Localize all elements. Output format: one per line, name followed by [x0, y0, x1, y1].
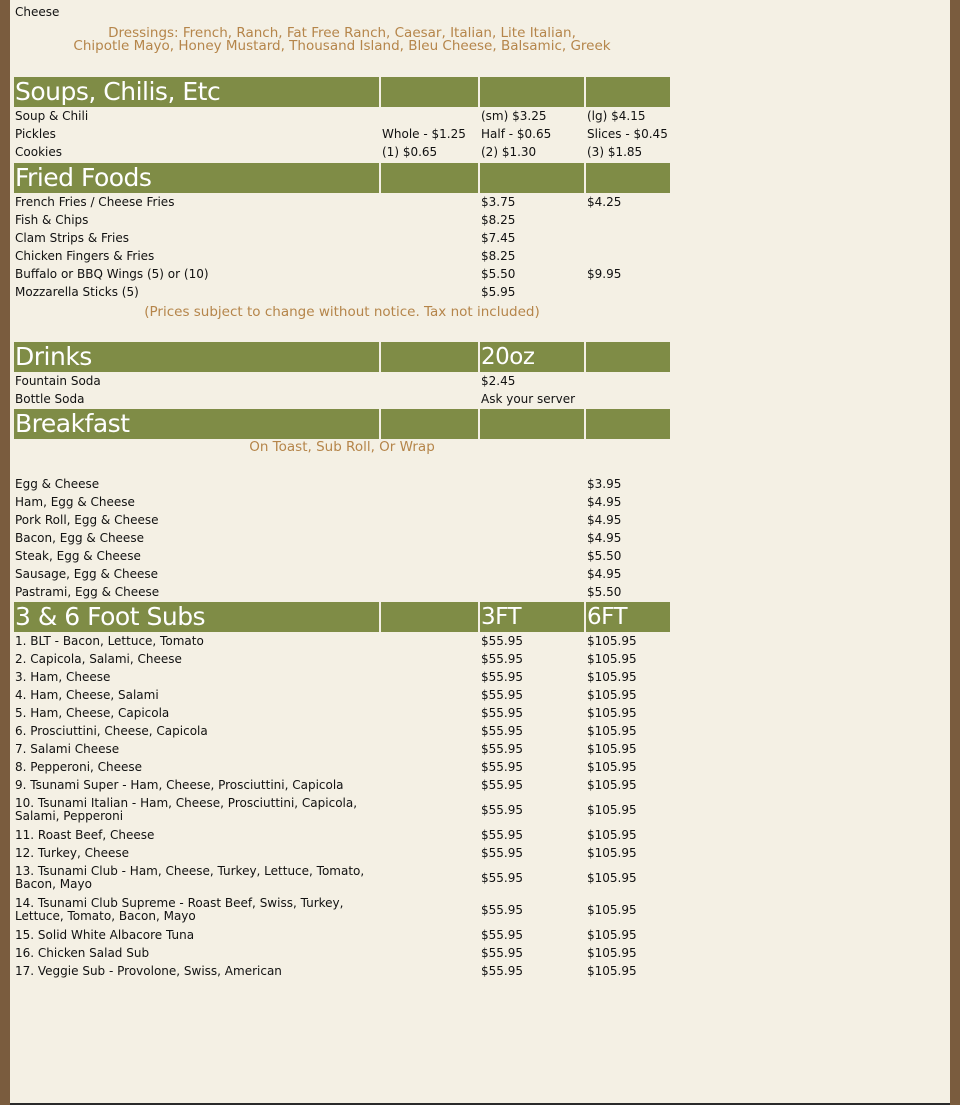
menu-item-price: Half - $0.65: [481, 126, 552, 141]
menu-item-name: Pork Roll, Egg & Cheese: [15, 512, 159, 527]
menu-item-price: $105.95: [587, 759, 637, 774]
menu-item-row: [14, 265, 670, 283]
menu-item-name: French Fries / Cheese Fries: [15, 194, 175, 209]
menu-item-row: [14, 826, 670, 844]
menu-item-row: [14, 247, 670, 265]
menu-item-price: $105.95: [587, 927, 637, 942]
menu-item-name: Mozzarella Sticks (5): [15, 284, 139, 299]
menu-table: [12, 0, 672, 980]
menu-item-row: [14, 794, 670, 826]
menu-item-price: $2.45: [481, 373, 516, 388]
menu-item-name: Clam Strips & Fries: [15, 230, 129, 245]
menu-item-row: [14, 668, 670, 686]
menu-item-row: [14, 944, 670, 962]
menu-item-name: 3. Ham, Cheese: [15, 669, 111, 684]
menu-item-price: $105.95: [587, 945, 637, 960]
menu-item-name: 2. Capicola, Salami, Cheese: [15, 651, 182, 666]
menu-item-price: $3.75: [481, 194, 516, 209]
breakfast-note: On Toast, Sub Roll, Or Wrap: [249, 439, 435, 454]
section-header-fried: [14, 163, 670, 193]
menu-item-name: Cheese: [15, 5, 60, 18]
menu-item-name: 8. Pepperoni, Cheese: [15, 759, 143, 774]
menu-item-price: $55.95: [481, 802, 523, 817]
section-title: Soups, Chilis, Etc: [14, 77, 379, 107]
menu-item-name: 7. Salami Cheese: [15, 741, 120, 756]
menu-item-price: $55.95: [481, 963, 523, 978]
menu-item-price: $55.95: [481, 777, 523, 792]
menu-item-price: $55.95: [481, 741, 523, 756]
menu-item-row: [14, 372, 670, 390]
dressings-note-line-1: Dressings: French, Ranch, Fat Free Ranch, Caesar, Italian, Lite Italian,: [108, 25, 576, 41]
menu-item-price: $3.95: [587, 476, 622, 491]
menu-item-row: [14, 565, 670, 583]
menu-item-price: [586, 211, 670, 229]
menu-item-price: $7.45: [481, 230, 516, 245]
menu-item-row: [14, 776, 670, 794]
menu-item-price: $4.95: [587, 530, 622, 545]
menu-item-price: $4.95: [587, 512, 622, 527]
menu-item-name: Ham, Egg & Cheese: [15, 494, 135, 509]
menu-item-row: [14, 862, 670, 894]
menu-item-row: [14, 125, 670, 143]
menu-item-price: $55.95: [481, 827, 523, 842]
dressings-note: [14, 18, 670, 53]
menu-item-name: 1. BLT - Bacon, Lettuce, Tomato: [15, 633, 204, 648]
menu-item-row: [14, 529, 670, 547]
menu-item-row: [14, 193, 670, 211]
menu-item-row: [14, 583, 670, 601]
menu-item-price: $105.95: [587, 802, 637, 817]
menu-item-row: [14, 722, 670, 740]
menu-item-name: Buffalo or BBQ Wings (5) or (10): [15, 266, 209, 281]
menu-item-price: (lg) $4.15: [587, 108, 646, 123]
menu-item-row: [14, 740, 670, 758]
menu-item-row: [14, 211, 670, 229]
menu-item-price: $5.50: [481, 266, 516, 281]
menu-item-name: 16. Chicken Salad Sub: [15, 945, 150, 960]
section-title: 3 & 6 Foot Subs: [14, 602, 379, 632]
menu-item-price: Slices - $0.45: [587, 126, 668, 141]
menu-item-name: Bottle Soda: [15, 391, 85, 406]
menu-item-price: $8.25: [481, 248, 516, 263]
menu-item-price: $55.95: [481, 870, 523, 885]
menu-item-row: [14, 547, 670, 565]
menu-item-row: [14, 511, 670, 529]
menu-item-row: [14, 962, 670, 980]
menu-item-name: Sausage, Egg & Cheese: [15, 566, 158, 581]
menu-item-price: $55.95: [481, 687, 523, 702]
menu-item-row: [14, 686, 670, 704]
menu-item-price: $105.95: [587, 741, 637, 756]
menu-item-name: Fountain Soda: [15, 373, 101, 388]
menu-item-name: Cookies: [15, 144, 62, 159]
menu-item-row: [14, 650, 670, 668]
menu-item-price: Ask your server: [481, 391, 576, 406]
menu-item-price: $4.25: [587, 194, 622, 209]
menu-item-price: $105.95: [587, 902, 637, 917]
menu-item-name: Chicken Fingers & Fries: [15, 248, 155, 263]
menu-item-name: 6. Prosciuttini, Cheese, Capicola: [15, 723, 208, 738]
menu-item-price: [381, 107, 478, 125]
menu-item-price: $105.95: [587, 845, 637, 860]
menu-item-name: 9. Tsunami Super - Ham, Cheese, Prosciuttini, Capicola: [15, 777, 344, 792]
menu-item-name: 13. Tsunami Club - Ham, Cheese, Turkey, Lettuce, Tomato, Bacon, Mayo: [15, 864, 365, 891]
menu-item-name: 10. Tsunami Italian - Ham, Cheese, Prosciuttini, Capicola, Salami, Pepperoni: [15, 796, 358, 823]
menu-item-price: [586, 247, 670, 265]
menu-item-price: $105.95: [587, 651, 637, 666]
menu-item-name: Pastrami, Egg & Cheese: [15, 584, 160, 599]
menu-item-price: $55.95: [481, 669, 523, 684]
menu-item-name: 12. Turkey, Cheese: [15, 845, 129, 860]
menu-item-price: $105.95: [587, 687, 637, 702]
section-title: Breakfast: [14, 409, 379, 439]
menu-item-price: (sm) $3.25: [481, 108, 547, 123]
menu-item-price: Whole - $1.25: [382, 126, 466, 141]
column-header: 6FT: [586, 602, 670, 632]
menu-item-price: $55.95: [481, 723, 523, 738]
menu-item-price: $55.95: [481, 902, 523, 917]
menu-item-row: [14, 283, 670, 301]
menu-item-price: (3) $1.85: [587, 144, 643, 159]
menu-item-price: (2) $1.30: [481, 144, 537, 159]
menu-item-name: 14. Tsunami Club Supreme - Roast Beef, Swiss, Turkey, Lettuce, Tomato, Bacon, Mayo: [15, 896, 344, 923]
section-header-subs: [14, 602, 670, 632]
menu-item-name: 5. Ham, Cheese, Capicola: [15, 705, 170, 720]
menu-item-row: [14, 143, 670, 161]
section-title: Drinks: [14, 342, 379, 372]
menu-item-price: $55.95: [481, 705, 523, 720]
menu-item-name: Bacon, Egg & Cheese: [15, 530, 144, 545]
menu-item-row: [14, 107, 670, 125]
menu-item-price: $5.50: [587, 584, 622, 599]
menu-item-name: Fish & Chips: [15, 212, 89, 227]
menu-item-name: Pickles: [15, 126, 56, 141]
menu-item-price: $55.95: [481, 945, 523, 960]
section-title: Fried Foods: [14, 163, 379, 193]
menu-item-price: (1) $0.65: [382, 144, 438, 159]
menu-item-price: $55.95: [481, 845, 523, 860]
menu-page: [10, 0, 950, 1105]
menu-item-price: $9.95: [587, 266, 622, 281]
menu-item-price: $105.95: [587, 723, 637, 738]
menu-item-price: $105.95: [587, 963, 637, 978]
menu-item-name: Soup & Chili: [15, 108, 89, 123]
menu-item-price: $55.95: [481, 759, 523, 774]
menu-item-price: $4.95: [587, 494, 622, 509]
menu-item-price: $105.95: [587, 669, 637, 684]
menu-item-row: [14, 704, 670, 722]
menu-item-price: $55.95: [481, 927, 523, 942]
menu-item-row: [14, 632, 670, 650]
menu-item-row: [14, 475, 670, 493]
menu-item-row: [14, 894, 670, 926]
menu-item-name: 15. Solid White Albacore Tuna: [15, 927, 195, 942]
column-header: 3FT: [480, 602, 584, 632]
menu-item-name: Steak, Egg & Cheese: [15, 548, 141, 563]
menu-item-price: $4.95: [587, 566, 622, 581]
menu-item-price: $5.50: [587, 548, 622, 563]
dressings-note-line-2: Chipotle Mayo, Honey Mustard, Thousand Island, Bleu Cheese, Balsamic, Greek: [73, 38, 611, 53]
menu-item-name: Egg & Cheese: [15, 476, 100, 491]
menu-item-price: $5.95: [481, 284, 516, 299]
menu-item-row: [14, 390, 670, 408]
menu-item-price: $55.95: [481, 651, 523, 666]
menu-item-row: [14, 758, 670, 776]
menu-item-price: [586, 283, 670, 301]
section-header-soups: [14, 77, 670, 107]
menu-item-price: $105.95: [587, 870, 637, 885]
column-header: 20oz: [480, 342, 584, 372]
menu-item-name: 11. Roast Beef, Cheese: [15, 827, 155, 842]
menu-item-row: [14, 926, 670, 944]
menu-item-price: $105.95: [587, 705, 637, 720]
section-header-drinks: [14, 342, 670, 372]
menu-item-row: [14, 844, 670, 862]
menu-item-price: $105.95: [587, 777, 637, 792]
menu-item-name: 17. Veggie Sub - Provolone, Swiss, American: [15, 963, 282, 978]
menu-item-price: $55.95: [481, 633, 523, 648]
menu-item-row: [14, 229, 670, 247]
menu-item-name: 4. Ham, Cheese, Salami: [15, 687, 159, 702]
section-header-breakfast: [14, 409, 670, 439]
menu-item-price: [586, 229, 670, 247]
price-note: (Prices subject to change without notice. Tax not included): [144, 304, 540, 319]
menu-item-price: $105.95: [587, 633, 637, 648]
menu-item-price: $8.25: [481, 212, 516, 227]
menu-item-price: $105.95: [587, 827, 637, 842]
menu-item-row: [14, 493, 670, 511]
